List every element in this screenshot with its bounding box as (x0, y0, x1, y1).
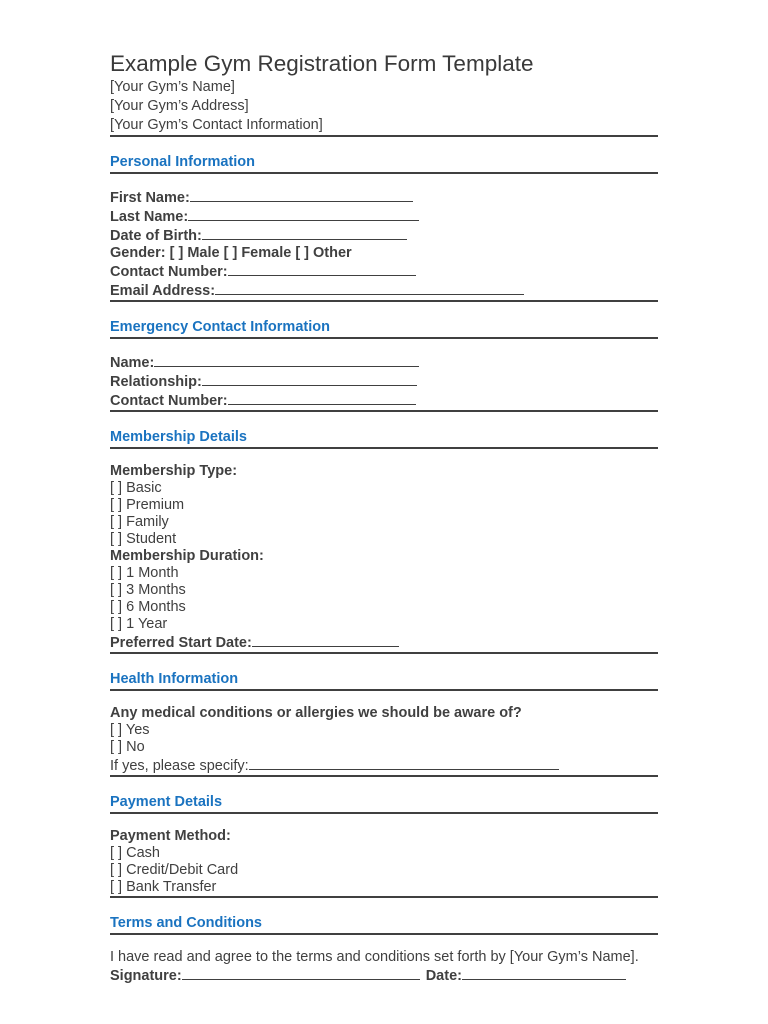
field-label: Name: (110, 355, 155, 371)
gym-contact-info: [Your Gym’s Contact Information] (110, 116, 658, 137)
section-body (110, 449, 658, 654)
payment-method-label: Payment Method: (110, 828, 231, 844)
last-name-field[interactable] (110, 207, 658, 226)
section-personal-information (110, 153, 658, 302)
field-label: First Name: (110, 190, 190, 206)
membership-type-label: Membership Type: (110, 463, 238, 479)
health-specify-blank[interactable] (249, 756, 559, 770)
date-of-birth-blank[interactable] (202, 226, 407, 240)
signature-row (110, 966, 658, 985)
first-name-blank[interactable] (190, 188, 413, 202)
contact-number-blank[interactable] (228, 262, 416, 276)
field-label: Preferred Start Date: (110, 635, 252, 651)
section-heading: Payment Details (110, 793, 658, 814)
health-specify-field[interactable] (110, 756, 658, 775)
section-body (110, 339, 658, 412)
emergency-name-field[interactable] (110, 353, 658, 372)
date-of-birth-field[interactable] (110, 226, 658, 245)
preferred-start-date-blank[interactable] (252, 633, 399, 647)
last-name-blank[interactable] (188, 207, 419, 221)
section-heading: Personal Information (110, 153, 658, 174)
section-heading: Membership Details (110, 428, 658, 449)
gym-name: [Your Gym’s Name] (110, 79, 235, 95)
terms-agreement-text: I have read and agree to the terms and conditions set forth by [Your Gym’s Name]. (110, 949, 639, 965)
section-terms-and-conditions (110, 914, 658, 985)
field-label: Email Address: (110, 283, 216, 299)
emergency-contact-number-field[interactable] (110, 391, 658, 410)
section-body (110, 814, 658, 898)
signature-label: Signature: (110, 968, 182, 984)
first-name-field[interactable] (110, 188, 658, 207)
gender-options[interactable]: Gender: [ ] Male [ ] Female [ ] Other (110, 245, 352, 261)
email-address-field[interactable] (110, 281, 658, 300)
membership-type-option[interactable]: [ ] Premium (110, 497, 185, 513)
section-heading: Emergency Contact Information (110, 318, 658, 339)
payment-method-option[interactable]: [ ] Cash (110, 845, 160, 861)
membership-type-option[interactable]: [ ] Basic (110, 480, 162, 496)
form-content (110, 50, 658, 985)
relationship-field[interactable] (110, 372, 658, 391)
health-option-no[interactable]: [ ] No (110, 739, 145, 755)
field-label: Contact Number: (110, 393, 228, 409)
date-blank[interactable] (462, 966, 626, 980)
payment-method-option[interactable]: [ ] Credit/Debit Card (110, 862, 239, 878)
field-label: Relationship: (110, 374, 202, 390)
section-heading: Health Information (110, 670, 658, 691)
section-body (110, 174, 658, 302)
date-label: Date: (425, 968, 462, 984)
email-address-blank[interactable] (215, 281, 524, 295)
section-health-information (110, 670, 658, 777)
page-title: Example Gym Registration Form Template (110, 51, 534, 76)
membership-duration-label: Membership Duration: (110, 548, 264, 564)
section-body (110, 935, 658, 985)
medical-conditions-question: Any medical conditions or allergies we should be aware of? (110, 705, 522, 721)
field-label: Date of Birth: (110, 228, 202, 244)
relationship-blank[interactable] (202, 372, 417, 386)
membership-type-option[interactable]: [ ] Family (110, 514, 169, 530)
section-body (110, 691, 658, 777)
emergency-contact-number-blank[interactable] (228, 391, 416, 405)
contact-number-field[interactable] (110, 262, 658, 281)
form-header (110, 50, 658, 137)
field-label: Last Name: (110, 209, 189, 225)
membership-duration-option[interactable]: [ ] 6 Months (110, 599, 186, 615)
section-payment-details (110, 793, 658, 898)
section-membership-details (110, 428, 658, 654)
section-emergency-contact (110, 318, 658, 412)
section-heading: Terms and Conditions (110, 914, 658, 935)
field-label: Contact Number: (110, 264, 228, 280)
field-label: If yes, please specify: (110, 758, 249, 774)
membership-duration-option[interactable]: [ ] 1 Year (110, 616, 168, 632)
membership-duration-option[interactable]: [ ] 3 Months (110, 582, 186, 598)
signature-blank[interactable] (182, 966, 420, 980)
preferred-start-date-field[interactable] (110, 633, 658, 652)
health-option-yes[interactable]: [ ] Yes (110, 722, 150, 738)
emergency-name-blank[interactable] (154, 353, 419, 367)
membership-duration-option[interactable]: [ ] 1 Month (110, 565, 179, 581)
payment-method-option[interactable]: [ ] Bank Transfer (110, 879, 217, 895)
membership-type-option[interactable]: [ ] Student (110, 531, 177, 547)
gym-address: [Your Gym’s Address] (110, 98, 249, 114)
